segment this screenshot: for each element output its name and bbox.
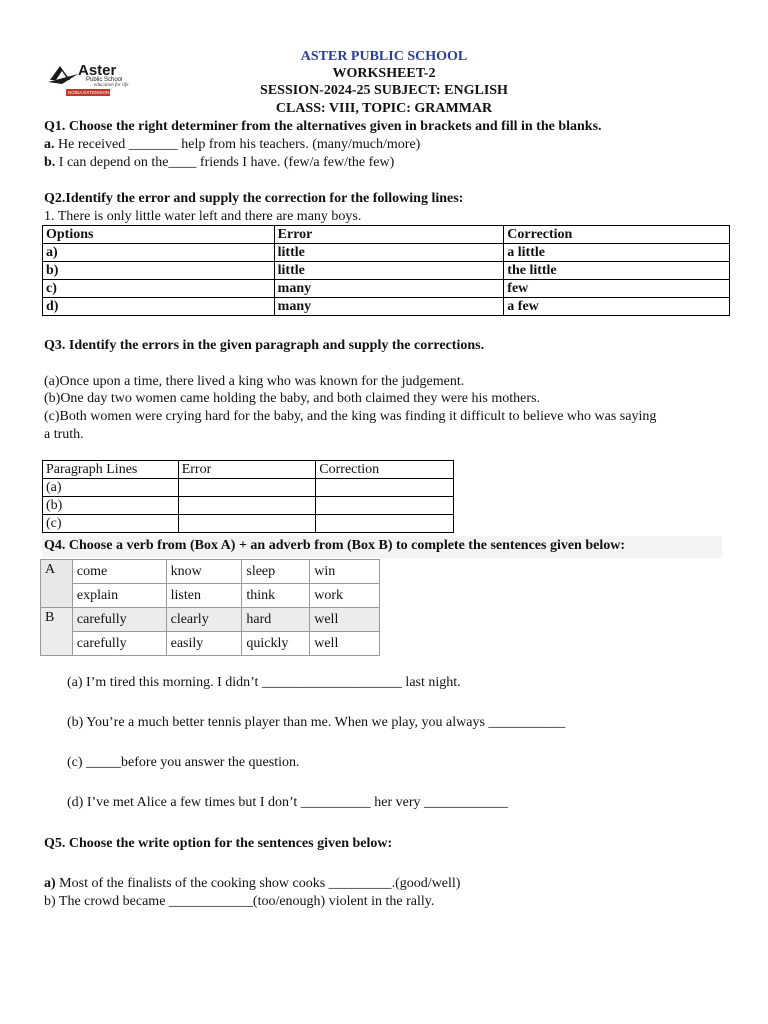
table-header-cell: Correction [316, 461, 454, 479]
answer-cell [316, 497, 454, 515]
box-b-label: B [41, 608, 73, 656]
verb-cell: explain [72, 584, 166, 608]
table-cell: (a) [43, 479, 179, 497]
logo-sub: Public School [86, 77, 123, 83]
table-header-cell: Correction [504, 226, 730, 244]
table-cell: few [504, 280, 730, 298]
table-cell: b) [43, 262, 275, 280]
answer-cell [178, 497, 316, 515]
q5-item-a [44, 875, 460, 893]
logo-tagline: education for life [94, 83, 129, 88]
logo-badge: NOIDA EXTENSION [68, 90, 110, 95]
q5-a-text: Most of the finalists of the cooking show cooks _________.(good/well) [55, 876, 461, 891]
table-row [43, 244, 730, 262]
table-header-cell: Options [43, 226, 275, 244]
box-b-row [41, 632, 380, 656]
q1-a-label: a. [44, 137, 55, 152]
adverb-cell: quickly [242, 632, 310, 656]
q5-a-label: a) [44, 876, 56, 891]
table-header-cell: Error [178, 461, 316, 479]
table-header-cell: Error [274, 226, 504, 244]
table-header-row [43, 461, 454, 479]
table-cell: (b) [43, 497, 179, 515]
table-header-cell: Paragraph Lines [43, 461, 179, 479]
table-header-row [43, 226, 730, 244]
q5-title: Q5. Choose the write option for the sentences given below: [44, 836, 393, 851]
q1-a-text: He received _______ help from his teachers. (many/much/more) [54, 137, 421, 152]
q4-word-boxes [40, 559, 380, 656]
adverb-cell: carefully [72, 608, 166, 632]
table-row [43, 298, 730, 316]
verb-cell: come [72, 560, 166, 584]
q1-title: Q1. Choose the right determiner from the alternatives given in brackets and fill in the blanks. [44, 119, 602, 134]
table-row [43, 262, 730, 280]
table-cell: c) [43, 280, 275, 298]
q3-line-a: (a)Once upon a time, there lived a king who was known for the judgement. [44, 374, 465, 389]
q3-table [42, 460, 454, 533]
table-row [43, 497, 454, 515]
q1-item-a [44, 136, 420, 154]
adverb-cell: well [310, 632, 380, 656]
q4-sentence-a: (a) I’m tired this morning. I didn’t ____________________ last night. [67, 675, 461, 690]
answer-cell [316, 479, 454, 497]
table-row [43, 280, 730, 298]
q2-table [42, 225, 730, 316]
q1-item-b [44, 154, 394, 172]
q4-sentence-c: (c) _____before you answer the question. [67, 755, 300, 770]
table-cell: many [274, 280, 504, 298]
q2-sentence: 1. There is only little water left and there are many boys. [44, 209, 362, 224]
table-cell: d) [43, 298, 275, 316]
school-name: ASTER PUBLIC SCHOOL [300, 49, 468, 64]
verb-cell: work [310, 584, 380, 608]
q4-sentence-b: (b) You’re a much better tennis player than me. When we play, you always ___________ [67, 715, 566, 730]
table-cell: a) [43, 244, 275, 262]
table-cell: little [274, 244, 504, 262]
table-cell: the little [504, 262, 730, 280]
q3-line-c-cont: a truth. [44, 427, 84, 442]
q4-title: Q4. Choose a verb from (Box A) + an adverb from (Box B) to complete the sentences given below: [44, 538, 625, 553]
verb-cell: think [242, 584, 310, 608]
answer-cell [316, 515, 454, 533]
worksheet-title: WORKSHEET-2 [332, 66, 436, 81]
box-a-row [41, 560, 380, 584]
box-a-label: A [41, 560, 73, 608]
verb-cell: sleep [242, 560, 310, 584]
q3-title: Q3. Identify the errors in the given paragraph and supply the corrections. [44, 338, 485, 353]
table-row [43, 515, 454, 533]
session-subject: SESSION-2024-25 SUBJECT: ENGLISH [260, 83, 508, 98]
answer-cell [178, 479, 316, 497]
adverb-cell: well [310, 608, 380, 632]
verb-cell: win [310, 560, 380, 584]
table-cell: (c) [43, 515, 179, 533]
q3-line-c: (c)Both women were crying hard for the baby, and the king was finding it difficult to believe who was saying [44, 409, 657, 424]
class-topic: CLASS: VIII, TOPIC: GRAMMAR [275, 101, 493, 116]
q2-title: Q2.Identify the error and supply the correction for the following lines: [44, 191, 464, 206]
table-cell: a few [504, 298, 730, 316]
adverb-cell: clearly [166, 608, 242, 632]
adverb-cell: carefully [72, 632, 166, 656]
q1-b-text: I can depend on the____ friends I have. (few/a few/the few) [55, 155, 395, 170]
q3-line-b: (b)One day two women came holding the baby, and both claimed they were his mothers. [44, 391, 540, 406]
box-a-row [41, 584, 380, 608]
logo-name: Aster [78, 62, 117, 79]
table-cell: little [274, 262, 504, 280]
q4-sentence-d: (d) I’ve met Alice a few times but I don’t __________ her very ____________ [67, 795, 509, 810]
table-row [43, 479, 454, 497]
table-cell: a little [504, 244, 730, 262]
verb-cell: know [166, 560, 242, 584]
answer-cell [178, 515, 316, 533]
adverb-cell: hard [242, 608, 310, 632]
q1-b-label: b. [44, 155, 56, 170]
verb-cell: listen [166, 584, 242, 608]
box-b-row [41, 608, 380, 632]
q5-item-b: b) The crowd became ____________(too/enough) violent in the rally. [44, 894, 435, 909]
adverb-cell: easily [166, 632, 242, 656]
table-cell: many [274, 298, 504, 316]
